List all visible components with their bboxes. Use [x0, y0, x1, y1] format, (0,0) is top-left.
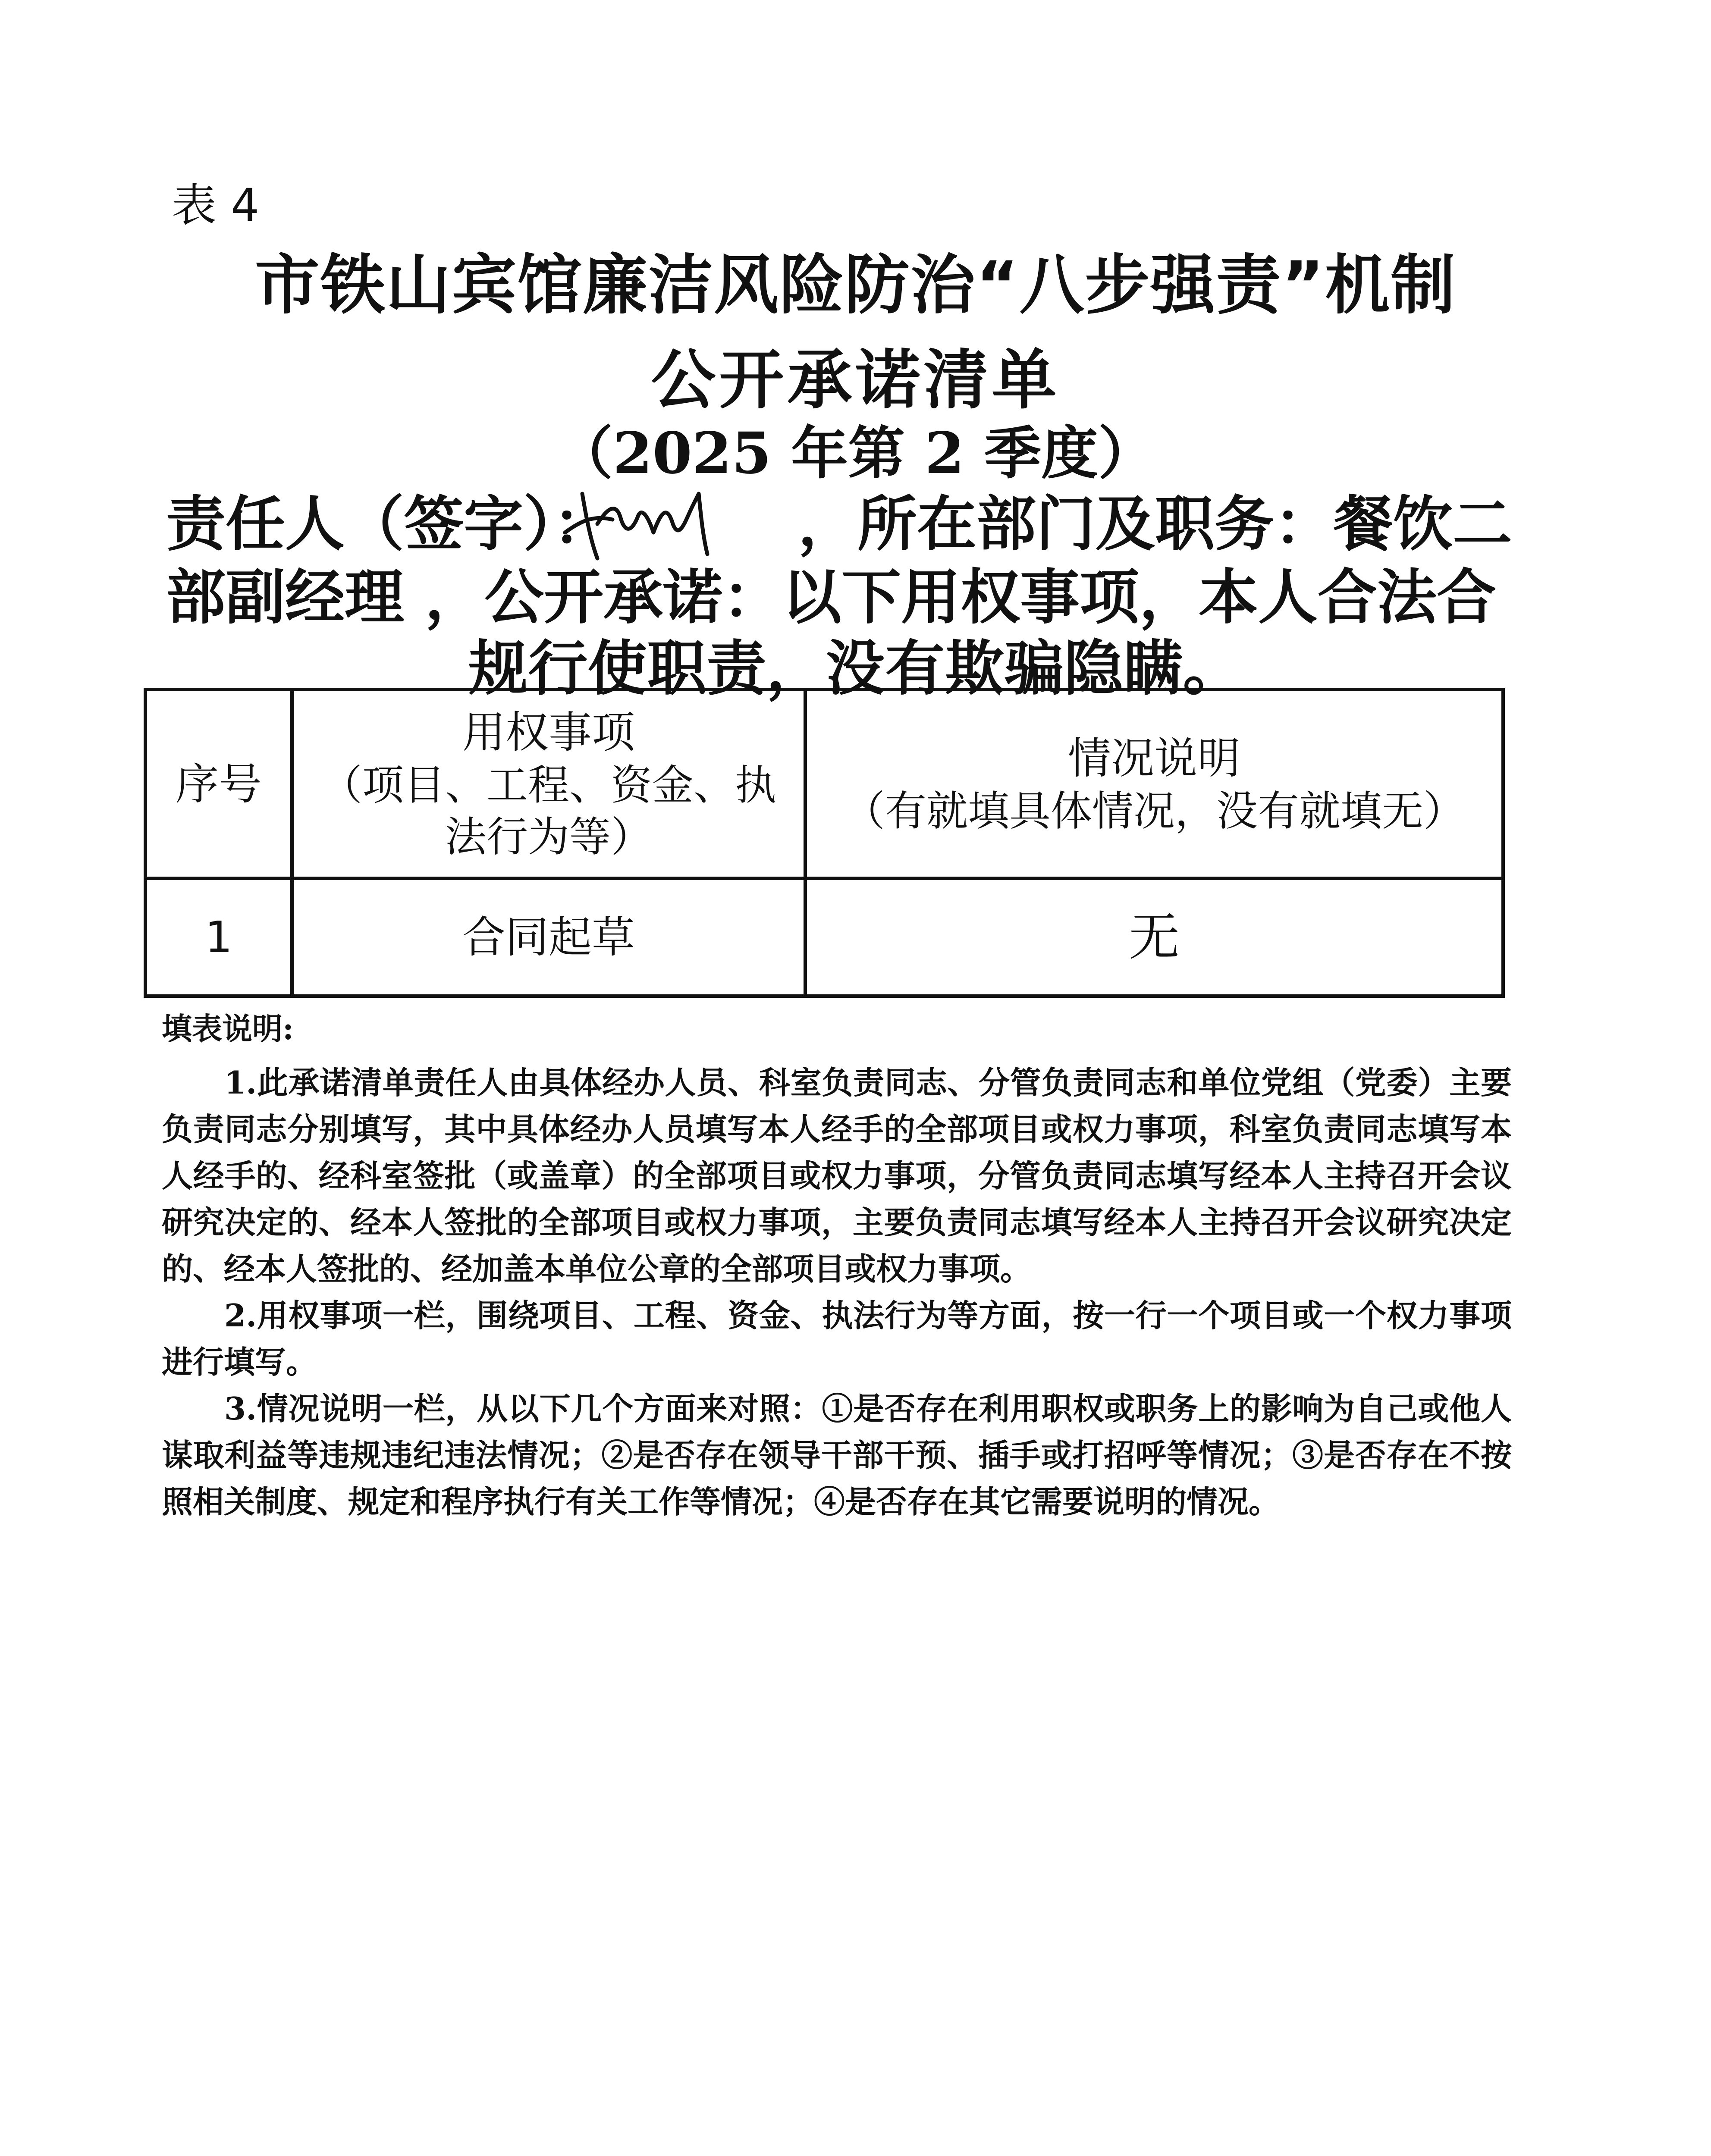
header-power-item [292, 689, 805, 878]
header-seq: 序号 [145, 689, 292, 878]
document-title-line1: 市铁山宾馆廉洁风险防治“八步强责”机制 [254, 248, 1457, 323]
table-label: 表 4 [172, 179, 260, 232]
commitment-line3: 规行使职责，没有欺骗隐瞒。 [468, 634, 1243, 703]
commitment-line2: 部副经理 ，公开承诺：以下用权事项，本人合法合 [166, 563, 1497, 632]
table-header-row [145, 689, 1503, 878]
department-label: ，所在部门及职务：餐饮二 [798, 489, 1513, 559]
header-description-title: 情况说明 [1068, 733, 1240, 783]
row-seq: 1 [145, 878, 292, 996]
header-power-item-sub2: 法行为等） [445, 812, 652, 861]
row-description: 无 [805, 878, 1503, 996]
filling-instructions [162, 1005, 1512, 1525]
instruction-item-3: 3.情况说明一栏，从以下几个方面来对照：①是否存在利用职权或职务上的影响为自己或他人谋取利益等违规违纪违法情况；②是否存在领导干部干预、插手或打招呼等情况；③是否存在不按照相关制度、规定和程序执行有关工作等情况；④是否存在其它需要说明的情况。 [162, 1390, 1512, 1520]
header-power-item-sub1: （项目、工程、资金、执 [321, 761, 776, 809]
instruction-item-1: 1.此承诺清单责任人由具体经办人员、科室负责同志、分管负责同志和单位党组（党委）主要负责同志分别填写，其中具体经办人员填写本人经手的全部项目或权力事项，科室负责同志填写本人经手的、经科室签批（或盖章）的全部项目或权力事项，分管负责同志填写经本人主持召开会议研究决定的、经本人签批的全部项目或权力事项，主要负责同志填写经本人主持召开会议研究决定的、经本人签批的、经加盖本单位公章的全部项目或权力事项。 [162, 1064, 1512, 1287]
responsible-label: 责任人（签字）： [166, 489, 613, 559]
header-power-item-title: 用权事项 [462, 707, 635, 758]
instruction-item-2: 2.用权事项一栏，围绕项目、工程、资金、执法行为等方面，按一行一个项目或一个权力事项进行填写。 [162, 1297, 1512, 1380]
table-row [145, 878, 1503, 996]
document-title-line2: 公开承诺清单 [651, 343, 1060, 418]
header-description [805, 689, 1503, 878]
header-description-sub: （有就填具体情况，没有就填无） [844, 787, 1465, 835]
row-item: 合同起草 [292, 878, 805, 996]
document-period: （2025 年第 2 季度） [556, 420, 1155, 487]
commitment-table [144, 688, 1505, 998]
instructions-title: 填表说明: [162, 1011, 294, 1047]
